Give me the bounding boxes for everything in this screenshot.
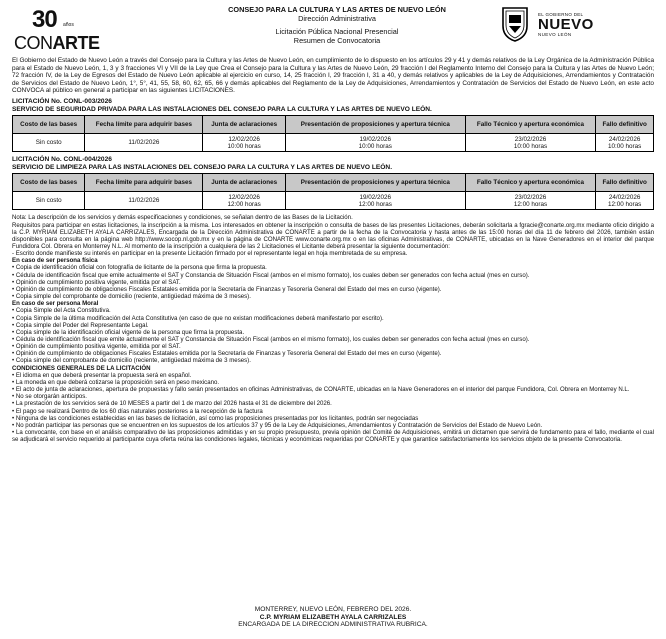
notes-paragraph: • Cédula de identificación fiscal que emite actualmente el SAT y Constancia de Situación Fiscal (ambos en el mismo formato), los cuales deben ser generados con fecha actual (mes en curso). <box>12 336 530 343</box>
column-header: Fallo definitivo <box>596 116 654 134</box>
licitacion-service: SERVICIO DE LIMPIEZA PARA LAS INSTALACIONES DEL CONSEJO PARA LA CULTURA Y LAS ARTES DE NUEVO LEÓN. <box>12 163 393 171</box>
nuevo-leon-logo <box>500 6 650 50</box>
notes-paragraph: • Opinión de cumplimiento de obligaciones Fiscales Estatales emitida por la Secretaría de Finanzas y Tesorería General del Estado del mes en curso (vigente). <box>12 350 442 358</box>
column-header: Junta de aclaraciones <box>203 174 286 192</box>
notes-paragraph: • La moneda en que deberá cotizarse la proposición será en peso mexicano. <box>12 378 220 386</box>
document-header <box>12 4 654 54</box>
cell-fallo-tecnico: 23/02/2026 10:00 horas <box>465 134 596 152</box>
cell-presentacion: 19/02/2026 10:00 horas <box>285 134 465 152</box>
column-header: Fecha límite para adquirir bases <box>85 116 203 134</box>
notes-paragraph: - Escrito donde manifieste su interés en participar en la presente Licitación firmado por el representante legal en hoja membretada de su empresa. <box>12 250 408 258</box>
notes-paragraph: • Copia simple de la identificación oficial vigente de la persona que firma la propuesta. <box>12 328 245 336</box>
column-header: Costo de las bases <box>13 174 85 192</box>
column-header: Fallo Técnico y apertura económica <box>465 116 596 134</box>
notes-paragraph: CONDICIONES GENERALES DE LA LICITACIÓN <box>12 364 151 372</box>
licitacion-table <box>12 173 654 210</box>
table-header-row <box>13 174 654 192</box>
column-header: Fallo Técnico y apertura económica <box>465 174 596 192</box>
cell-junta: 12/02/2026 12:00 horas <box>203 192 286 210</box>
signature-block <box>0 606 666 629</box>
notes-paragraph: • Opinión de cumplimiento de obligaciones Fiscales Estatales emitida por la Secretaría de Finanzas y Tesorería General del Estado del mes en curso (vigente). <box>12 285 442 293</box>
table-row <box>13 192 654 210</box>
notes-paragraph: • Copia Simple del Acta Constitutiva. <box>12 307 111 315</box>
notes-paragraph: • Copia simple del comprobante de domicilio (reciente, antigüedad máxima de 3 meses). <box>12 293 251 301</box>
notes-paragraph: • El acto de junta de aclaraciones, apertura de propuestas y fallo serán presentados en oficinas Administrativas, de CONARTE, ubicadas en la Nave Generadores en el interior del parque Fundidora, Col. Obrera en Monterrey N.L. <box>12 386 630 394</box>
cell-fallo-definitivo: 24/02/2026 10:00 horas <box>596 134 654 152</box>
column-header: Junta de aclaraciones <box>203 116 286 134</box>
column-header: Fecha límite para adquirir bases <box>85 174 203 192</box>
cell-presentacion: 19/02/2026 12:00 horas <box>285 192 465 210</box>
logo-right-big-text: NUEVO <box>538 16 594 33</box>
state-seal-icon <box>500 6 530 42</box>
column-header: Costo de las bases <box>13 116 85 134</box>
notes-paragraph: • El idioma en que deberá presentar la propuesta será en español. <box>12 371 192 379</box>
notes-paragraph: • Copia de identificación oficial con fotografía de licitante de la persona que firma la propuesta. <box>12 264 267 272</box>
notes-paragraph: En caso de ser persona Moral <box>12 300 99 308</box>
notes-paragraph: En caso de ser persona física <box>12 257 98 265</box>
cell-costo: Sin costo <box>13 134 85 152</box>
notes-paragraph: • Opinión de cumplimiento positiva vigente, emitida por el SAT. <box>12 343 181 351</box>
header-department: Dirección Administrativa <box>298 13 376 23</box>
notes-paragraph: Requisitos para participar en estas licitaciones, la inscripción a la misma. Los interesados en obtener la inscripción o consulta de bases de las presentes Licitaciones, deberán solicitarla a fgracie@conarte.org.mx mediante oficio dirigido a la C.P. MYRIAM ELIZABETH AYALA CARRIZALES, Encargada de la Dirección Administrativa de CONARTE a partir de la fecha de la Convocatoria y hasta antes de las 15:00 horas del día 11 de febrero del 2026, también están disponibles para consulta en la página web http://www.socop.nl.gob.mx y en la página de CONARTE www.conarte.org.mx o en las oficinas Administrativas, de CONARTE, ubicadas en la Nave Generadores en el interior del parque Fundidora Col. Obrera en Monterrey N.L. Al momento de la inscripción a cualquiera de las 2 Licitaciones el Licitante deberá presentar la siguiente documentación: <box>12 221 654 250</box>
notes-paragraph: • Cédula de identificación fiscal que emite actualmente el SAT y Constancia de Situación Fiscal (ambos en el mismo formato), los cuales deben ser generados con fecha actual (mes en curso). <box>12 271 530 279</box>
licitacion-number: LICITACIÓN No. CONL-003/2026 <box>12 97 112 105</box>
notes-paragraph: • No podrán participar las personas que se encuentren en los supuestos de los artículos 37 y 95 de la Ley de Adquisiciones, Arrendamientos y Contratación de Servicios del Estado de Nuevo León. <box>12 421 543 429</box>
licitacion-service: SERVICIO DE SEGURIDAD PRIVADA PARA LAS INSTALACIONES DEL CONSEJO PARA LA CULTURA Y LAS ARTES DE NUEVO LEÓN. <box>12 105 432 113</box>
notes-section <box>12 214 654 443</box>
cell-fallo-tecnico: 23/02/2026 12:00 horas <box>465 192 596 210</box>
table-header-row <box>13 116 654 134</box>
notes-paragraph: • Copia Simple de la última modificación del Acta Constitutiva (en caso de que no existan modificaciones deberá manifestarlo por escrito). <box>12 314 384 322</box>
cell-junta: 12/02/2026 10:00 horas <box>203 134 286 152</box>
notes-paragraph: • No se otorgarán anticipos. <box>12 393 87 401</box>
header-tender-type: Licitación Pública Nacional Presencial <box>275 27 399 37</box>
notes-paragraph: • Copia simple del comprobante de domicilio (reciente, antigüedad máxima de 3 meses). <box>12 357 251 365</box>
notes-paragraph: • Opinión de cumplimiento positiva vigente, emitida por el SAT. <box>12 278 181 286</box>
licitacion-table <box>12 115 654 152</box>
logo-wordmark: CONARTE <box>14 33 100 53</box>
signature-role: ENCARGADA DE LA DIRECCION ADMINISTRATIVA RUBRICA. <box>238 621 428 629</box>
licitacion-number: LICITACIÓN No. CONL-004/2026 <box>12 156 112 164</box>
notes-paragraph: • La convocante, con base en el análisis comparativo de las proposiciones admitidas y en su propio presupuesto, previa opinión del Comité de Adquisiciones, emitirá un dictamen que servirá de fundamento para el fallo, mediante el cual se adjudicará el servicio requerido al participante cuya oferta reúna las condiciones legales, técnicas y económicas requeridas por CONARTE y que garantice satisfactoriamente los servicios objeto de la presente Convocatoria. <box>12 429 654 444</box>
signature-name: C.P. MYRIAM ELIZABETH AYALA CARRIZALES <box>259 613 407 621</box>
intro-paragraph: El Gobierno del Estado de Nuevo León a través del Consejo para la Cultura y las Artes de Nuevo León, en cumplimiento de lo dispuesto en los artículos 29 y 41 y demás relativos de la Ley Orgánica de la Administración Pública para el Estado de Nuevo León, 1, 3 y 3 fracciones VI y VII de la Ley que Crea el Consejo para la Cultura y las Artes de Nuevo León, 29 fracción I del Reglamento Interno del Consejo para la Cultura y las Artes de Nuevo León; 72 fracción IV, de la Ley de Egresos del Estado de Nuevo León aplicable al ejercicio en curso, 14, 25 fracción I, 29 fracción I, 31 a 40, y demás relativos y aplicables de la Ley de Adquisiciones, Arrendamientos y Contratación de Servicios del Estado de Nuevo León, 1°, 5°, 41, 55, 58, 60, 62, 65, 66 y demás aplicables del Reglamento de la Ley de Adquisiciones, Arrendamientos y Contratación de Servicios del Estado de Nuevo León, en este acto CONVOCA al público en general a participar en las siguientes LICITACIONES. <box>12 57 654 95</box>
logo-anniversary-label: años <box>63 22 74 28</box>
header-summary: Resumen de Convocatoria <box>293 35 381 45</box>
column-header: Fallo definitivo <box>596 174 654 192</box>
logo-right-bottom-text: NUEVO LEÓN <box>538 32 572 37</box>
column-header: Presentación de proposiciones y apertura técnica <box>285 116 465 134</box>
logo-right-top-text: EL GOBIERNO DEL <box>538 12 584 17</box>
cell-costo: Sin costo <box>13 192 85 210</box>
cell-fecha-limite: 11/02/2026 <box>85 192 203 210</box>
cell-fecha-limite: 11/02/2026 <box>85 134 203 152</box>
conarte-logo <box>14 6 100 53</box>
notes-paragraph: • El pago se realizará Dentro de los 60 días naturales posteriores a la recepción de la factura <box>12 407 263 415</box>
notes-paragraph: Nota: La descripción de los servicios y demás especificaciones y condiciones, se señalan dentro de las Bases de la Licitación. <box>12 214 353 222</box>
notes-paragraph: • Ninguna de las condiciones establecidas en las bases de licitación, así como las proposiciones presentadas por los licitantes, podrán ser negociadas <box>12 414 419 422</box>
column-header: Presentación de proposiciones y apertura técnica <box>285 174 465 192</box>
logo-anniversary-number: 30 <box>32 6 57 33</box>
notes-paragraph: • La prestación de los servicios será de 10 MESES a partir del 1 de marzo del 2026 hasta el 31 de diciembre del 2026. <box>12 400 332 408</box>
signature-place-date: MONTERREY, NUEVO LEÓN, FEBRERO DEL 2026. <box>254 606 412 613</box>
cell-fallo-definitivo: 24/02/2026 12:00 horas <box>596 192 654 210</box>
header-titles <box>202 6 472 45</box>
table-row <box>13 134 654 152</box>
notes-paragraph: • Copia simple del Poder del Representante Legal. <box>12 321 149 329</box>
header-institution: CONSEJO PARA LA CULTURA Y LAS ARTES DE NUEVO LEÓN <box>228 5 446 14</box>
